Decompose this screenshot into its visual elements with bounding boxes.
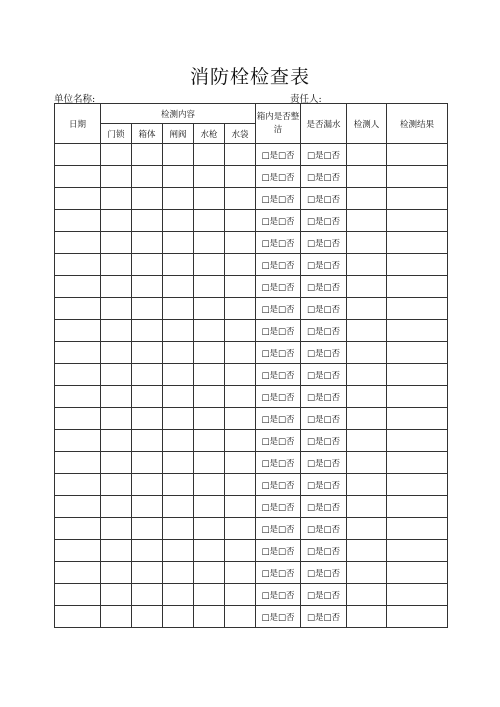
inspector-cell[interactable] bbox=[347, 276, 387, 298]
box-body-cell[interactable] bbox=[132, 276, 163, 298]
table-row bbox=[55, 540, 448, 562]
door-lock-cell[interactable] bbox=[101, 144, 132, 166]
box-body-cell[interactable] bbox=[132, 254, 163, 276]
gate-valve-cell[interactable] bbox=[163, 320, 194, 342]
door-lock-cell[interactable] bbox=[101, 166, 132, 188]
box-clean-cell[interactable]: □是□否 bbox=[256, 364, 301, 386]
hose-cell[interactable] bbox=[225, 276, 256, 298]
gate-valve-cell[interactable] bbox=[163, 540, 194, 562]
inspection-table bbox=[54, 103, 448, 628]
box-body-cell[interactable] bbox=[132, 232, 163, 254]
nozzle-cell[interactable] bbox=[194, 320, 225, 342]
box-body-cell[interactable] bbox=[132, 606, 163, 628]
box-body-cell[interactable] bbox=[132, 474, 163, 496]
gate-valve-cell[interactable] bbox=[163, 210, 194, 232]
leak-cell[interactable]: □是□否 bbox=[301, 144, 347, 166]
header-leak: 是否漏水 bbox=[301, 104, 347, 144]
date-cell[interactable] bbox=[55, 364, 101, 386]
date-cell[interactable] bbox=[55, 430, 101, 452]
leak-cell[interactable]: □是□否 bbox=[301, 254, 347, 276]
inspector-cell[interactable] bbox=[347, 474, 387, 496]
result-cell[interactable] bbox=[387, 188, 448, 210]
hose-cell[interactable] bbox=[225, 298, 256, 320]
inspector-cell[interactable] bbox=[347, 254, 387, 276]
box-clean-cell[interactable]: □是□否 bbox=[256, 540, 301, 562]
door-lock-cell[interactable] bbox=[101, 254, 132, 276]
result-cell[interactable] bbox=[387, 254, 448, 276]
door-lock-cell[interactable] bbox=[101, 188, 132, 210]
result-cell[interactable] bbox=[387, 584, 448, 606]
table-row bbox=[55, 430, 448, 452]
table-row bbox=[55, 232, 448, 254]
box-body-cell[interactable] bbox=[132, 188, 163, 210]
nozzle-cell[interactable] bbox=[194, 496, 225, 518]
hose-cell[interactable] bbox=[225, 540, 256, 562]
table-row bbox=[55, 364, 448, 386]
leak-cell[interactable]: □是□否 bbox=[301, 342, 347, 364]
gate-valve-cell[interactable] bbox=[163, 408, 194, 430]
gate-valve-cell[interactable] bbox=[163, 452, 194, 474]
table-row bbox=[55, 342, 448, 364]
date-cell[interactable] bbox=[55, 408, 101, 430]
box-clean-cell[interactable]: □是□否 bbox=[256, 430, 301, 452]
leak-cell[interactable]: □是□否 bbox=[301, 320, 347, 342]
hose-cell[interactable] bbox=[225, 210, 256, 232]
gate-valve-cell[interactable] bbox=[163, 342, 194, 364]
box-clean-cell[interactable]: □是□否 bbox=[256, 276, 301, 298]
result-cell[interactable] bbox=[387, 342, 448, 364]
box-clean-cell[interactable]: □是□否 bbox=[256, 144, 301, 166]
leak-cell[interactable]: □是□否 bbox=[301, 166, 347, 188]
gate-valve-cell[interactable] bbox=[163, 386, 194, 408]
date-cell[interactable] bbox=[55, 342, 101, 364]
box-body-cell[interactable] bbox=[132, 430, 163, 452]
date-cell[interactable] bbox=[55, 562, 101, 584]
box-clean-cell[interactable]: □是□否 bbox=[256, 320, 301, 342]
gate-valve-cell[interactable] bbox=[163, 144, 194, 166]
table-row bbox=[55, 144, 448, 166]
door-lock-cell[interactable] bbox=[101, 210, 132, 232]
date-cell[interactable] bbox=[55, 254, 101, 276]
box-clean-cell[interactable]: □是□否 bbox=[256, 496, 301, 518]
leak-cell[interactable]: □是□否 bbox=[301, 518, 347, 540]
header-inspector: 检测人 bbox=[347, 104, 387, 144]
result-cell[interactable] bbox=[387, 562, 448, 584]
gate-valve-cell[interactable] bbox=[163, 254, 194, 276]
gate-valve-cell[interactable] bbox=[163, 364, 194, 386]
date-cell[interactable] bbox=[55, 606, 101, 628]
nozzle-cell[interactable] bbox=[194, 430, 225, 452]
door-lock-cell[interactable] bbox=[101, 518, 132, 540]
gate-valve-cell[interactable] bbox=[163, 496, 194, 518]
door-lock-cell[interactable] bbox=[101, 320, 132, 342]
nozzle-cell[interactable] bbox=[194, 584, 225, 606]
result-cell[interactable] bbox=[387, 540, 448, 562]
inspector-cell[interactable] bbox=[347, 430, 387, 452]
inspector-cell[interactable] bbox=[347, 144, 387, 166]
table-row bbox=[55, 518, 448, 540]
header-box-body: 箱体 bbox=[132, 124, 163, 144]
result-cell[interactable] bbox=[387, 386, 448, 408]
hose-cell[interactable] bbox=[225, 474, 256, 496]
box-clean-cell[interactable]: □是□否 bbox=[256, 562, 301, 584]
inspector-cell[interactable] bbox=[347, 188, 387, 210]
gate-valve-cell[interactable] bbox=[163, 518, 194, 540]
table-row bbox=[55, 320, 448, 342]
gate-valve-cell[interactable] bbox=[163, 474, 194, 496]
table-row bbox=[55, 452, 448, 474]
hose-cell[interactable] bbox=[225, 584, 256, 606]
result-cell[interactable] bbox=[387, 232, 448, 254]
door-lock-cell[interactable] bbox=[101, 364, 132, 386]
nozzle-cell[interactable] bbox=[194, 540, 225, 562]
box-clean-cell[interactable]: □是□否 bbox=[256, 188, 301, 210]
hose-cell[interactable] bbox=[225, 342, 256, 364]
hose-cell[interactable] bbox=[225, 320, 256, 342]
hose-cell[interactable] bbox=[225, 430, 256, 452]
door-lock-cell[interactable] bbox=[101, 276, 132, 298]
box-body-cell[interactable] bbox=[132, 166, 163, 188]
hose-cell[interactable] bbox=[225, 496, 256, 518]
nozzle-cell[interactable] bbox=[194, 518, 225, 540]
inspector-cell[interactable] bbox=[347, 320, 387, 342]
door-lock-cell[interactable] bbox=[101, 452, 132, 474]
nozzle-cell[interactable] bbox=[194, 188, 225, 210]
date-cell[interactable] bbox=[55, 188, 101, 210]
result-cell[interactable] bbox=[387, 452, 448, 474]
date-cell[interactable] bbox=[55, 386, 101, 408]
hose-cell[interactable] bbox=[225, 254, 256, 276]
box-clean-cell[interactable]: □是□否 bbox=[256, 408, 301, 430]
leak-cell[interactable]: □是□否 bbox=[301, 408, 347, 430]
header-date: 日期 bbox=[55, 104, 101, 144]
gate-valve-cell[interactable] bbox=[163, 562, 194, 584]
header-box-clean: 箱内是否整洁 bbox=[256, 104, 301, 144]
result-cell[interactable] bbox=[387, 606, 448, 628]
nozzle-cell[interactable] bbox=[194, 254, 225, 276]
inspector-cell[interactable] bbox=[347, 584, 387, 606]
table-row bbox=[55, 496, 448, 518]
result-cell[interactable] bbox=[387, 364, 448, 386]
box-body-cell[interactable] bbox=[132, 496, 163, 518]
gate-valve-cell[interactable] bbox=[163, 232, 194, 254]
date-cell[interactable] bbox=[55, 496, 101, 518]
box-clean-cell[interactable]: □是□否 bbox=[256, 606, 301, 628]
hose-cell[interactable] bbox=[225, 518, 256, 540]
inspector-cell[interactable] bbox=[347, 452, 387, 474]
leak-cell[interactable]: □是□否 bbox=[301, 232, 347, 254]
box-clean-cell[interactable]: □是□否 bbox=[256, 452, 301, 474]
leak-cell[interactable]: □是□否 bbox=[301, 496, 347, 518]
leak-cell[interactable]: □是□否 bbox=[301, 452, 347, 474]
box-clean-cell[interactable]: □是□否 bbox=[256, 210, 301, 232]
table-row bbox=[55, 474, 448, 496]
date-cell[interactable] bbox=[55, 584, 101, 606]
table-row bbox=[55, 254, 448, 276]
gate-valve-cell[interactable] bbox=[163, 606, 194, 628]
nozzle-cell[interactable] bbox=[194, 606, 225, 628]
box-body-cell[interactable] bbox=[132, 540, 163, 562]
table-body bbox=[55, 144, 448, 628]
box-clean-cell[interactable]: □是□否 bbox=[256, 584, 301, 606]
header-gate-valve: 闸阀 bbox=[163, 124, 194, 144]
inspector-cell[interactable] bbox=[347, 232, 387, 254]
door-lock-cell[interactable] bbox=[101, 408, 132, 430]
responsible-person-label: 责任人: bbox=[290, 94, 322, 105]
inspector-cell[interactable] bbox=[347, 298, 387, 320]
door-lock-cell[interactable] bbox=[101, 342, 132, 364]
nozzle-cell[interactable] bbox=[194, 210, 225, 232]
result-cell[interactable] bbox=[387, 276, 448, 298]
date-cell[interactable] bbox=[55, 166, 101, 188]
nozzle-cell[interactable] bbox=[194, 276, 225, 298]
date-cell[interactable] bbox=[55, 232, 101, 254]
date-cell[interactable] bbox=[55, 452, 101, 474]
box-body-cell[interactable] bbox=[132, 342, 163, 364]
box-clean-cell[interactable]: □是□否 bbox=[256, 518, 301, 540]
date-cell[interactable] bbox=[55, 474, 101, 496]
result-cell[interactable] bbox=[387, 320, 448, 342]
date-cell[interactable] bbox=[55, 518, 101, 540]
inspector-cell[interactable] bbox=[347, 562, 387, 584]
result-cell[interactable] bbox=[387, 496, 448, 518]
header-door-lock: 门锁 bbox=[101, 124, 132, 144]
date-cell[interactable] bbox=[55, 210, 101, 232]
table-row bbox=[55, 584, 448, 606]
result-cell[interactable] bbox=[387, 298, 448, 320]
box-clean-cell[interactable]: □是□否 bbox=[256, 166, 301, 188]
date-cell[interactable] bbox=[55, 144, 101, 166]
nozzle-cell[interactable] bbox=[194, 342, 225, 364]
leak-cell[interactable]: □是□否 bbox=[301, 474, 347, 496]
leak-cell[interactable]: □是□否 bbox=[301, 364, 347, 386]
box-body-cell[interactable] bbox=[132, 144, 163, 166]
box-body-cell[interactable] bbox=[132, 210, 163, 232]
nozzle-cell[interactable] bbox=[194, 386, 225, 408]
leak-cell[interactable]: □是□否 bbox=[301, 606, 347, 628]
door-lock-cell[interactable] bbox=[101, 232, 132, 254]
inspector-cell[interactable] bbox=[347, 496, 387, 518]
hose-cell[interactable] bbox=[225, 562, 256, 584]
header-check-content: 检测内容 bbox=[101, 104, 256, 124]
inspector-cell[interactable] bbox=[347, 606, 387, 628]
unit-name-label: 单位名称: bbox=[54, 94, 96, 105]
nozzle-cell[interactable] bbox=[194, 166, 225, 188]
hose-cell[interactable] bbox=[225, 408, 256, 430]
result-cell[interactable] bbox=[387, 144, 448, 166]
table-row bbox=[55, 408, 448, 430]
inspector-cell[interactable] bbox=[347, 364, 387, 386]
box-body-cell[interactable] bbox=[132, 298, 163, 320]
date-cell[interactable] bbox=[55, 298, 101, 320]
box-clean-cell[interactable]: □是□否 bbox=[256, 386, 301, 408]
table-row bbox=[55, 606, 448, 628]
door-lock-cell[interactable] bbox=[101, 540, 132, 562]
nozzle-cell[interactable] bbox=[194, 364, 225, 386]
gate-valve-cell[interactable] bbox=[163, 276, 194, 298]
table-row bbox=[55, 166, 448, 188]
box-clean-cell[interactable]: □是□否 bbox=[256, 342, 301, 364]
table-row bbox=[55, 298, 448, 320]
leak-cell[interactable]: □是□否 bbox=[301, 430, 347, 452]
door-lock-cell[interactable] bbox=[101, 474, 132, 496]
door-lock-cell[interactable] bbox=[101, 298, 132, 320]
box-body-cell[interactable] bbox=[132, 452, 163, 474]
table-row bbox=[55, 188, 448, 210]
hose-cell[interactable] bbox=[225, 386, 256, 408]
gate-valve-cell[interactable] bbox=[163, 298, 194, 320]
result-cell[interactable] bbox=[387, 166, 448, 188]
inspector-cell[interactable] bbox=[347, 518, 387, 540]
result-cell[interactable] bbox=[387, 474, 448, 496]
box-clean-cell[interactable]: □是□否 bbox=[256, 254, 301, 276]
leak-cell[interactable]: □是□否 bbox=[301, 298, 347, 320]
nozzle-cell[interactable] bbox=[194, 232, 225, 254]
leak-cell[interactable]: □是□否 bbox=[301, 562, 347, 584]
inspector-cell[interactable] bbox=[347, 386, 387, 408]
box-body-cell[interactable] bbox=[132, 386, 163, 408]
hose-cell[interactable] bbox=[225, 188, 256, 210]
gate-valve-cell[interactable] bbox=[163, 430, 194, 452]
gate-valve-cell[interactable] bbox=[163, 584, 194, 606]
hose-cell[interactable] bbox=[225, 232, 256, 254]
hose-cell[interactable] bbox=[225, 452, 256, 474]
leak-cell[interactable]: □是□否 bbox=[301, 210, 347, 232]
result-cell[interactable] bbox=[387, 408, 448, 430]
table-row bbox=[55, 386, 448, 408]
nozzle-cell[interactable] bbox=[194, 408, 225, 430]
inspector-cell[interactable] bbox=[347, 210, 387, 232]
nozzle-cell[interactable] bbox=[194, 452, 225, 474]
header-hose: 水袋 bbox=[225, 124, 256, 144]
box-body-cell[interactable] bbox=[132, 364, 163, 386]
date-cell[interactable] bbox=[55, 276, 101, 298]
leak-cell[interactable]: □是□否 bbox=[301, 540, 347, 562]
gate-valve-cell[interactable] bbox=[163, 188, 194, 210]
header-nozzle: 水枪 bbox=[194, 124, 225, 144]
result-cell[interactable] bbox=[387, 210, 448, 232]
leak-cell[interactable]: □是□否 bbox=[301, 386, 347, 408]
box-clean-cell[interactable]: □是□否 bbox=[256, 474, 301, 496]
date-cell[interactable] bbox=[55, 540, 101, 562]
nozzle-cell[interactable] bbox=[194, 298, 225, 320]
table-row bbox=[55, 210, 448, 232]
gate-valve-cell[interactable] bbox=[163, 166, 194, 188]
nozzle-cell[interactable] bbox=[194, 474, 225, 496]
door-lock-cell[interactable] bbox=[101, 386, 132, 408]
door-lock-cell[interactable] bbox=[101, 606, 132, 628]
hose-cell[interactable] bbox=[225, 166, 256, 188]
box-body-cell[interactable] bbox=[132, 562, 163, 584]
hose-cell[interactable] bbox=[225, 364, 256, 386]
table-row bbox=[55, 276, 448, 298]
door-lock-cell[interactable] bbox=[101, 430, 132, 452]
box-body-cell[interactable] bbox=[132, 320, 163, 342]
hose-cell[interactable] bbox=[225, 606, 256, 628]
box-body-cell[interactable] bbox=[132, 518, 163, 540]
leak-cell[interactable]: □是□否 bbox=[301, 188, 347, 210]
result-cell[interactable] bbox=[387, 430, 448, 452]
inspector-cell[interactable] bbox=[347, 408, 387, 430]
box-body-cell[interactable] bbox=[132, 584, 163, 606]
header-result: 检测结果 bbox=[387, 104, 448, 144]
nozzle-cell[interactable] bbox=[194, 144, 225, 166]
door-lock-cell[interactable] bbox=[101, 562, 132, 584]
door-lock-cell[interactable] bbox=[101, 584, 132, 606]
door-lock-cell[interactable] bbox=[101, 496, 132, 518]
box-clean-cell[interactable]: □是□否 bbox=[256, 298, 301, 320]
leak-cell[interactable]: □是□否 bbox=[301, 276, 347, 298]
inspector-cell[interactable] bbox=[347, 166, 387, 188]
box-clean-cell[interactable]: □是□否 bbox=[256, 232, 301, 254]
hose-cell[interactable] bbox=[225, 144, 256, 166]
leak-cell[interactable]: □是□否 bbox=[301, 584, 347, 606]
inspector-cell[interactable] bbox=[347, 540, 387, 562]
date-cell[interactable] bbox=[55, 320, 101, 342]
inspector-cell[interactable] bbox=[347, 342, 387, 364]
page-title: 消防栓检查表 bbox=[189, 66, 310, 88]
table-row bbox=[55, 562, 448, 584]
nozzle-cell[interactable] bbox=[194, 562, 225, 584]
result-cell[interactable] bbox=[387, 518, 448, 540]
box-body-cell[interactable] bbox=[132, 408, 163, 430]
